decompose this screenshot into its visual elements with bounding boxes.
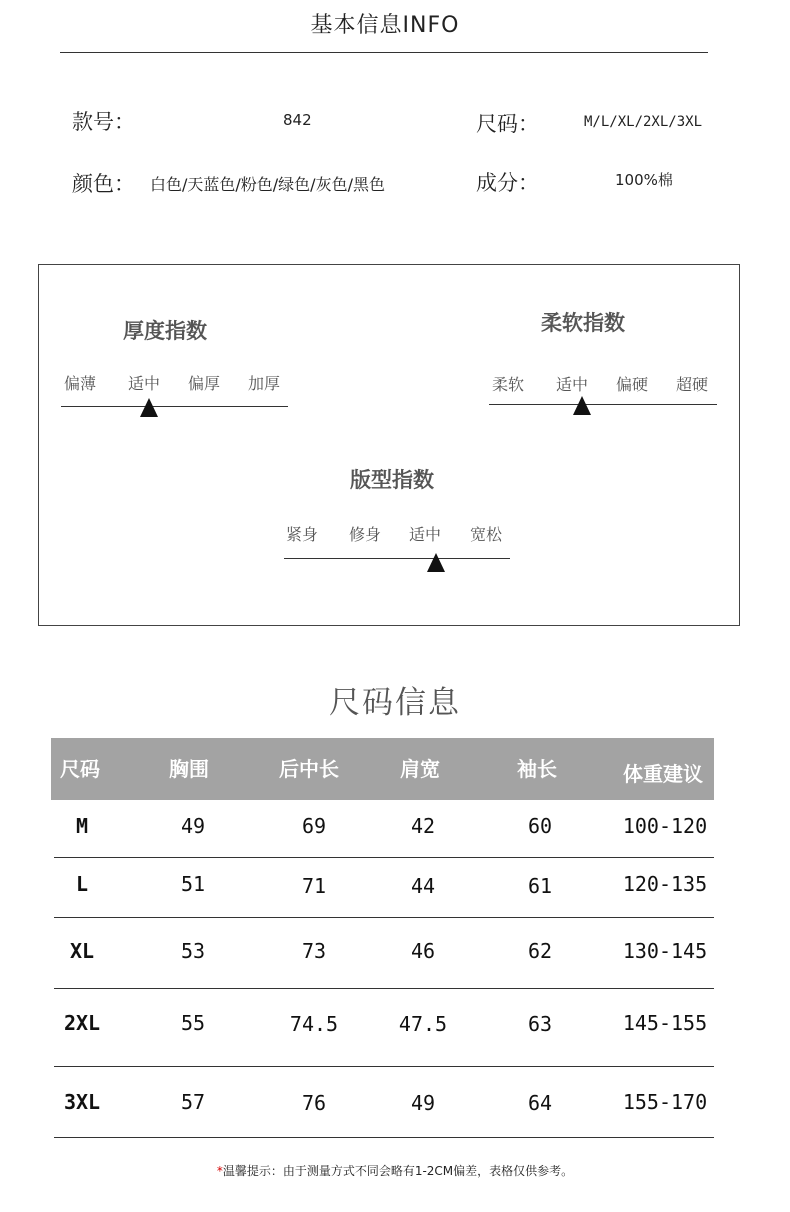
table-cell: 60 [527,814,553,838]
fit-option: 修身 [349,525,382,544]
fit-scale-line [284,558,510,559]
thickness-index-title: 厚度指数 [123,319,207,343]
table-cell: 62 [527,939,553,963]
column-header: 尺码 [60,757,100,781]
table-cell: 64 [527,1091,553,1115]
table-cell: M [75,814,89,838]
softness-option: 偏硬 [616,375,649,394]
softness-scale-line [489,404,717,405]
footnote [0,1162,790,1179]
size-table-header [51,738,714,800]
softness-index-title: 柔软指数 [541,311,625,335]
table-cell: 51 [180,872,206,896]
column-header: 体重建议 [623,762,703,786]
table-cell: 42 [410,814,436,838]
row-divider [54,1137,714,1138]
table-cell: 49 [180,814,206,838]
table-cell: 55 [180,1011,206,1035]
softness-option: 适中 [556,375,589,394]
thickness-option: 偏薄 [64,374,97,393]
size-table-heading: 尺码信息 [329,685,461,721]
thickness-option: 加厚 [248,374,281,393]
page-title: 基本信息INFO [310,13,460,38]
table-cell: 145-155 [622,1011,708,1035]
column-header: 袖长 [517,757,557,781]
table-cell: 74.5 [289,1012,339,1036]
table-cell: 49 [410,1091,436,1115]
thickness-scale-line [61,406,288,407]
material-value: 100%棉 [615,171,673,189]
fit-option: 宽松 [470,525,503,544]
table-cell: 53 [180,939,206,963]
material-label: 成分： [476,171,539,195]
table-cell: 130-145 [622,939,708,963]
footnote-star: * [216,1164,223,1178]
table-cell: L [75,872,89,896]
fit-option: 适中 [409,525,442,544]
row-divider [54,917,714,918]
softness-option: 柔软 [492,375,525,394]
table-cell: 61 [527,874,553,898]
table-cell: 3XL [63,1090,101,1114]
color-label: 颜色： [72,172,135,196]
fit-option: 紧身 [286,525,319,544]
table-cell: 57 [180,1090,206,1114]
table-cell: 46 [410,939,436,963]
row-divider [54,988,714,989]
table-cell: 71 [301,874,327,898]
row-divider [54,1066,714,1067]
column-header: 胸围 [169,757,209,781]
table-cell: XL [69,939,95,963]
size-label: 尺码： [476,112,539,136]
table-cell: 47.5 [398,1012,448,1036]
thickness-indicator-icon [140,398,158,417]
thickness-option: 适中 [128,374,161,393]
table-cell: 73 [301,939,327,963]
table-cell: 69 [301,814,327,838]
table-cell: 2XL [63,1011,101,1035]
row-divider [54,857,714,858]
thickness-option: 偏厚 [188,374,221,393]
softness-indicator-icon [573,396,591,415]
style-number-label: 款号： [72,110,135,134]
softness-option: 超硬 [676,375,709,394]
table-cell: 44 [410,874,436,898]
style-number-value: 842 [283,111,312,129]
table-cell: 120-135 [622,872,708,896]
fit-indicator-icon [427,553,445,572]
footnote-text: 温馨提示：由于测量方式不同会略有1-2CM偏差，表格仅供参考。 [222,1164,574,1178]
table-cell: 63 [527,1012,553,1036]
color-value: 白色/天蓝色/粉色/绿色/灰色/黑色 [150,175,385,194]
table-cell: 76 [301,1091,327,1115]
fit-index-title: 版型指数 [350,468,434,492]
column-header: 肩宽 [400,757,440,781]
title-divider [60,52,708,53]
column-header: 后中长 [279,757,339,781]
table-cell: 155-170 [622,1090,708,1114]
size-value: M/L/XL/2XL/3XL [584,114,703,130]
table-cell: 100-120 [622,814,708,838]
